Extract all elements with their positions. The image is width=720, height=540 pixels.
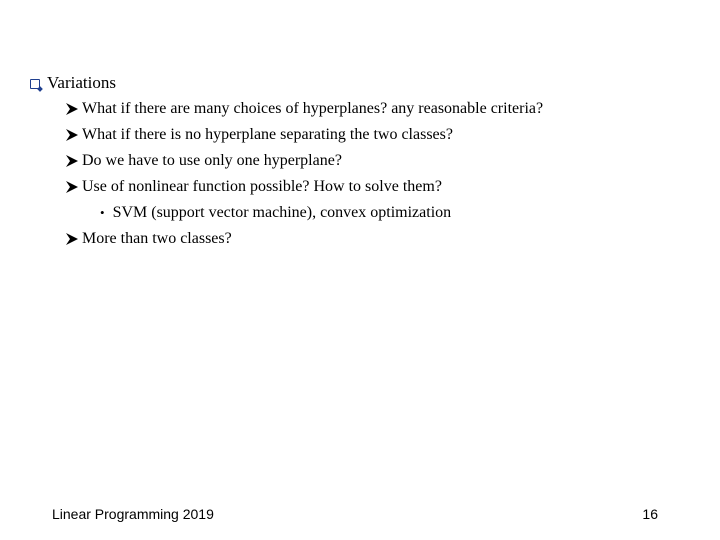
heading-row [30,70,116,96]
arrowhead-bullet-icon [64,232,80,246]
checkbox-bullet-icon [30,79,40,89]
footer-title: Linear Programming 2019 [52,506,214,522]
bullet-text: Use of nonlinear function possible? How to solve them? [82,178,442,195]
arrowhead-bullet-icon [64,154,80,168]
arrowhead-bullet-icon [64,180,80,194]
bullet-list [64,96,543,252]
heading-text: Variations [47,73,116,92]
sub-bullet-text: SVM (support vector machine), convex optimization [112,204,452,221]
arrowhead-bullet-icon [64,102,80,116]
bullet-text: What if there are many choices of hyperplanes? any reasonable criteria? [82,100,544,117]
bullet-item [64,226,543,252]
bullet-text: Do we have to use only one hyperplane? [82,152,342,169]
bullet-item [64,96,543,122]
bullet-item [64,148,543,174]
bullet-item [64,174,543,200]
bullet-item [64,122,543,148]
bullet-text: What if there is no hyperplane separating the two classes? [82,126,453,143]
bullet-text: More than two classes? [82,230,232,247]
page-number: 16 [642,506,658,522]
dot-bullet-icon: • [100,205,105,220]
sub-bullet-item [64,200,543,226]
arrowhead-bullet-icon [64,128,80,142]
